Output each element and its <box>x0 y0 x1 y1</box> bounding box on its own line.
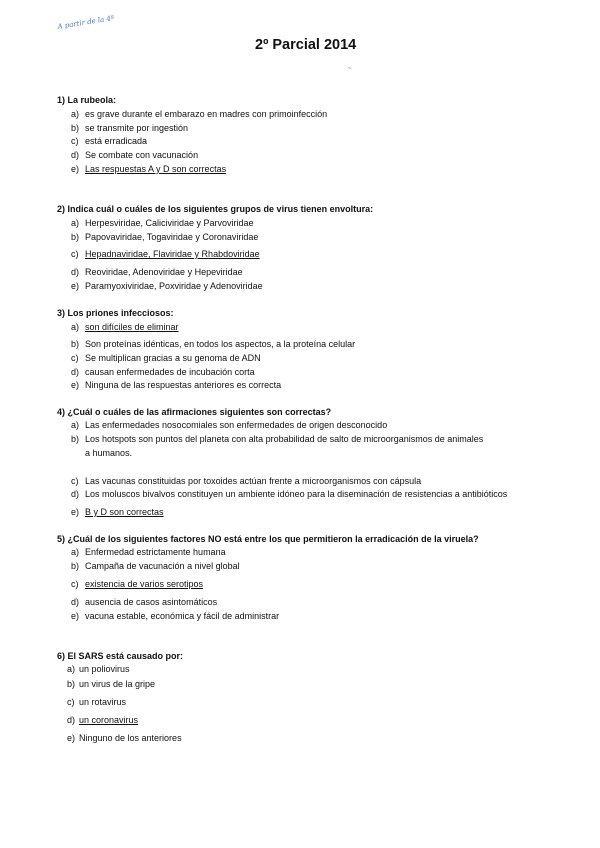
q4-option-a: a) Las enfermedades nosocomiales son enfermedades de origen desconocido <box>71 420 388 430</box>
page-title: 2º Parcial 2014 <box>255 37 357 53</box>
q2-option-e: e) Paramyoxiviridae, Poxviridae y Adenoviridae <box>71 281 263 291</box>
q6-option-e: e) Ninguno de los anteriores <box>67 733 182 743</box>
question-6-heading: 6) El SARS está causado por: <box>57 651 184 661</box>
q3-option-c: c) Se multiplican gracias a su genoma de ADN <box>71 353 261 363</box>
q5-option-d: d) ausencia de casos asintomáticos <box>71 597 218 607</box>
q5-option-a: a) Enfermedad estrictamente humana <box>71 547 226 557</box>
q2-option-b: b) Papovaviridae, Togaviridae y Coronaviridae <box>71 232 259 242</box>
q3-option-d: d) causan enfermedades de incubación corta <box>71 367 255 377</box>
q3-option-b: b) Son proteínas idénticas, en todos los aspectos, a la proteína celular <box>71 339 356 349</box>
question-1-heading: 1) La rubeola: <box>57 95 117 105</box>
q4-option-e: e) B y D son correctas <box>71 507 164 517</box>
q3-option-a: a) son difíciles de eliminar <box>71 322 179 332</box>
q4-option-b-continued: a humanos. <box>85 448 133 458</box>
question-5-heading: 5) ¿Cuál de los siguientes factores NO está entre los que permitieron la erradicación de la viruela? <box>57 534 479 544</box>
q1-option-c: c) está erradicada <box>71 136 148 146</box>
q4-option-d: d) Los moluscos bivalvos constituyen un ambiente idóneo para la diseminación de resistencias a antibióticos <box>71 489 508 499</box>
q1-option-d: d) Se combate con vacunación <box>71 150 199 160</box>
q6-option-c: c) un rotavirus <box>67 697 127 707</box>
q2-option-a: a) Herpesviridae, Caliciviridae y Parvoviridae <box>71 218 254 228</box>
q3-option-e: e) Ninguna de las respuestas anteriores es correcta <box>71 380 282 390</box>
q4-option-b: b) Los hotspots son puntos del planeta con alta probabilidad de salto de microorganismos de animales <box>71 434 484 444</box>
q5-option-e: e) vacuna estable, económica y fácil de administrar <box>71 611 280 621</box>
question-2-heading: 2) Indica cuál o cuáles de los siguientes grupos de virus tienen envoltura: <box>57 204 374 214</box>
q5-option-b: b) Campaña de vacunación a nivel global <box>71 561 240 571</box>
q2-option-c: c) Hepadnaviridae, Flaviridae y Rhabdoviridae <box>71 249 260 259</box>
q5-option-c: c) existencia de varios serotipos <box>71 579 204 589</box>
q1-option-b: b) se transmite por ingestión <box>71 123 189 133</box>
q6-option-d: d) un coronavirus <box>67 715 139 725</box>
q1-option-e: e) Las respuestas A y D son correctas <box>71 164 227 174</box>
q1-option-a: a) es grave durante el embarazo en madres con primoinfección <box>71 109 328 119</box>
q6-option-a: a) un poliovirus <box>67 664 130 674</box>
handwritten-note: A partir de la 4ª <box>57 14 115 31</box>
q4-option-c: c) Las vacunas constituidas por toxoides actúan frente a microorganismos con cápsula <box>71 476 422 486</box>
q6-option-b: b) un virus de la gripe <box>67 679 156 689</box>
question-3-heading: 3) Los priones infecciosos: <box>57 308 174 318</box>
question-4-heading: 4) ¿Cuál o cuáles de las afirmaciones siguientes son correctas? <box>57 407 332 417</box>
q2-option-d: d) Reoviridae, Adenoviridae y Hepeviridae <box>71 267 243 277</box>
tilde-mark: ~ <box>348 66 352 72</box>
